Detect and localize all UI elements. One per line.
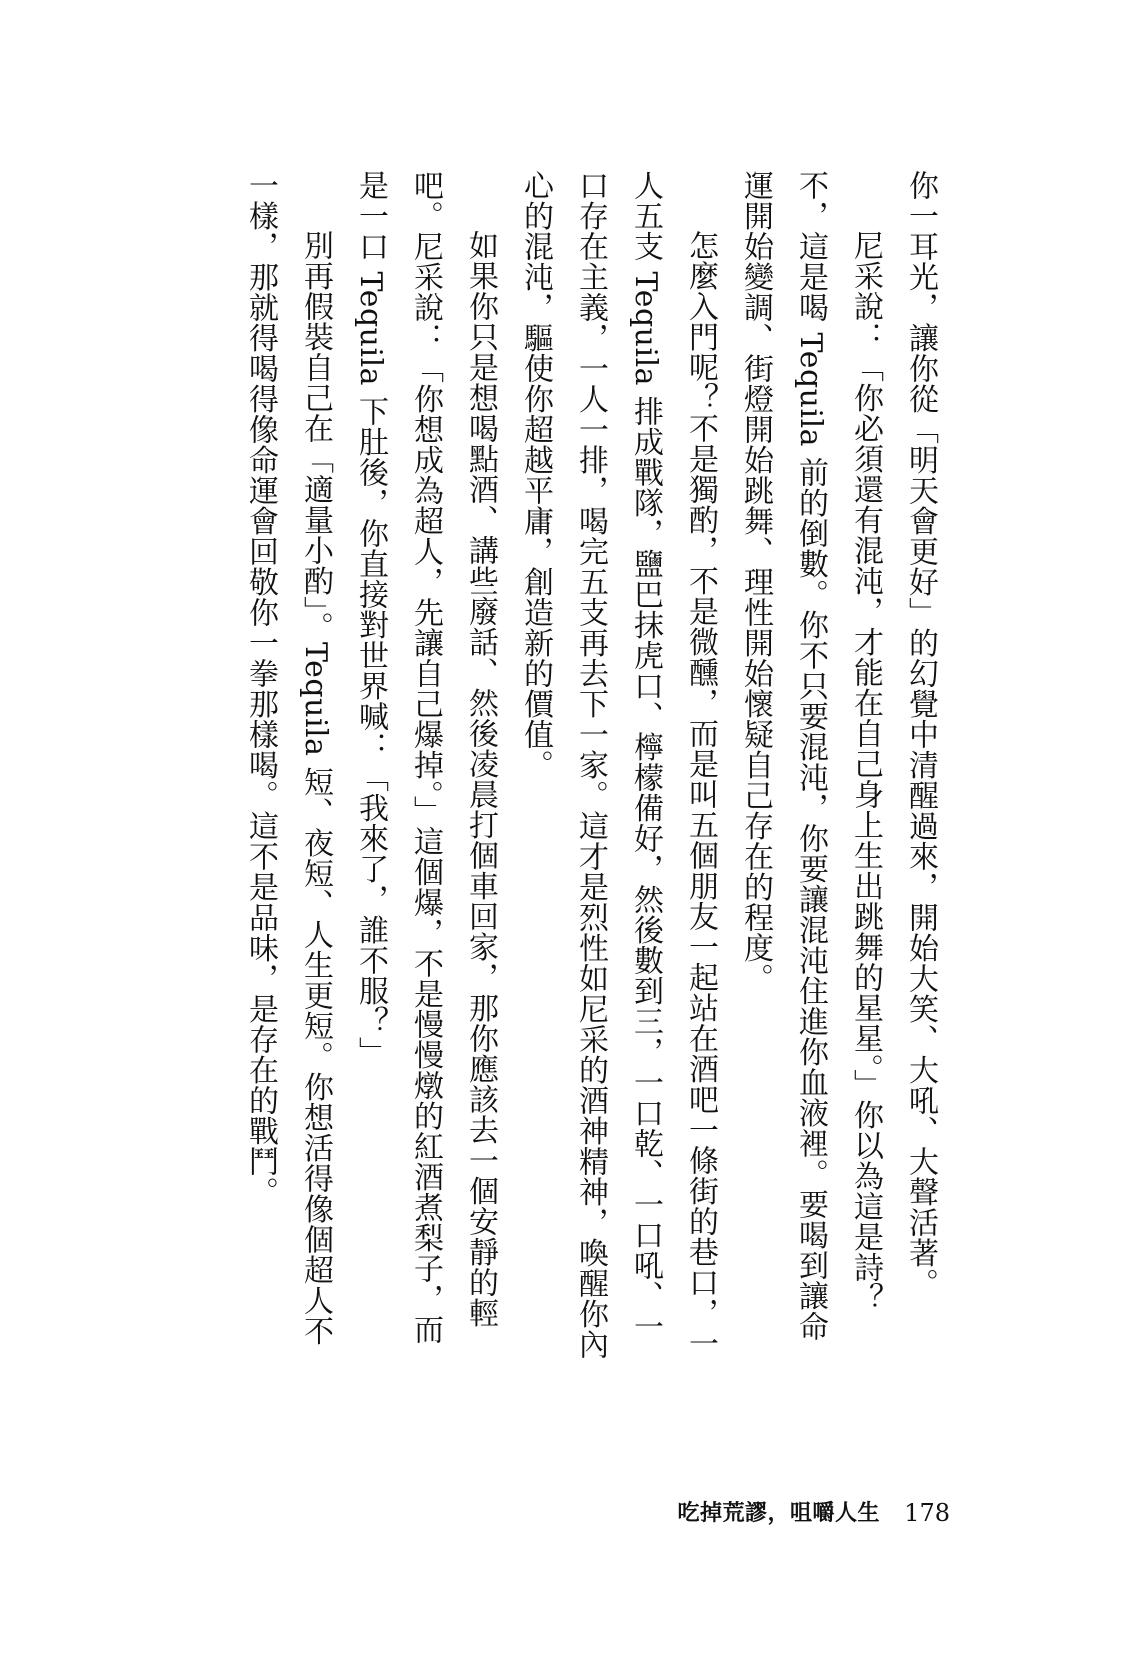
paragraph-2: 尼采說：「你必須還有混沌，才能在自己身上生出跳舞的星星。」你以為這是詩？不，這是喝 Tequila 前的倒數。你不只要混沌，你要讓混沌住進你血液裡。要喝到讓命運開始變調、街燈開始跳舞、理性開始懷疑自己存在的程度。 bbox=[738, 170, 883, 1342]
paragraph-3: 怎麼入門呢？不是獨酌，不是微醺，而是叫五個朋友一起站在酒吧一條街的巷口，一人五支 Tequila 排成戰隊，鹽巴抹虎口、檸檬備好，然後數到三，一口乾、一口吼、一口存在主義，一人一排，喝完五支再去下一家。這才是烈性如尼采的酒神精神，喚醒你內心的混沌，驅使你超越平庸，創造新的價值。 bbox=[518, 170, 718, 1360]
paragraph-5: 別再假裝自己在「適量小酌」。Tequila 短、夜短、人生更短。你想活得像個超人不一樣，那就得喝得像命運會回敬你一拳那樣喝。這不是品味，是存在的戰鬥。 bbox=[243, 170, 333, 1347]
running-title: 吃掉荒謬，咀嚼人生 bbox=[677, 1500, 880, 1526]
vertical-body-text bbox=[228, 170, 948, 1370]
page-footer bbox=[0, 1498, 1142, 1538]
paragraph-1: 你一耳光，讓你從「明天會更好」的幻覺中清醒過來，開始大笑、大吼、大聲活著。 bbox=[903, 170, 938, 1299]
page-number: 178 bbox=[904, 1499, 950, 1527]
paragraph-4: 如果你只是想喝點酒、講些廢話、然後凌晨打個車回家，那你應該去一個安靜的輕吧。尼采說：「你想成為超人，先讓自己爆掉。」這個爆，不是慢慢燉的紅酒煮梨子，而是一口 Tequila 下肚後，你直接對世界喊：「我來了，誰不服？」 bbox=[353, 170, 498, 1345]
